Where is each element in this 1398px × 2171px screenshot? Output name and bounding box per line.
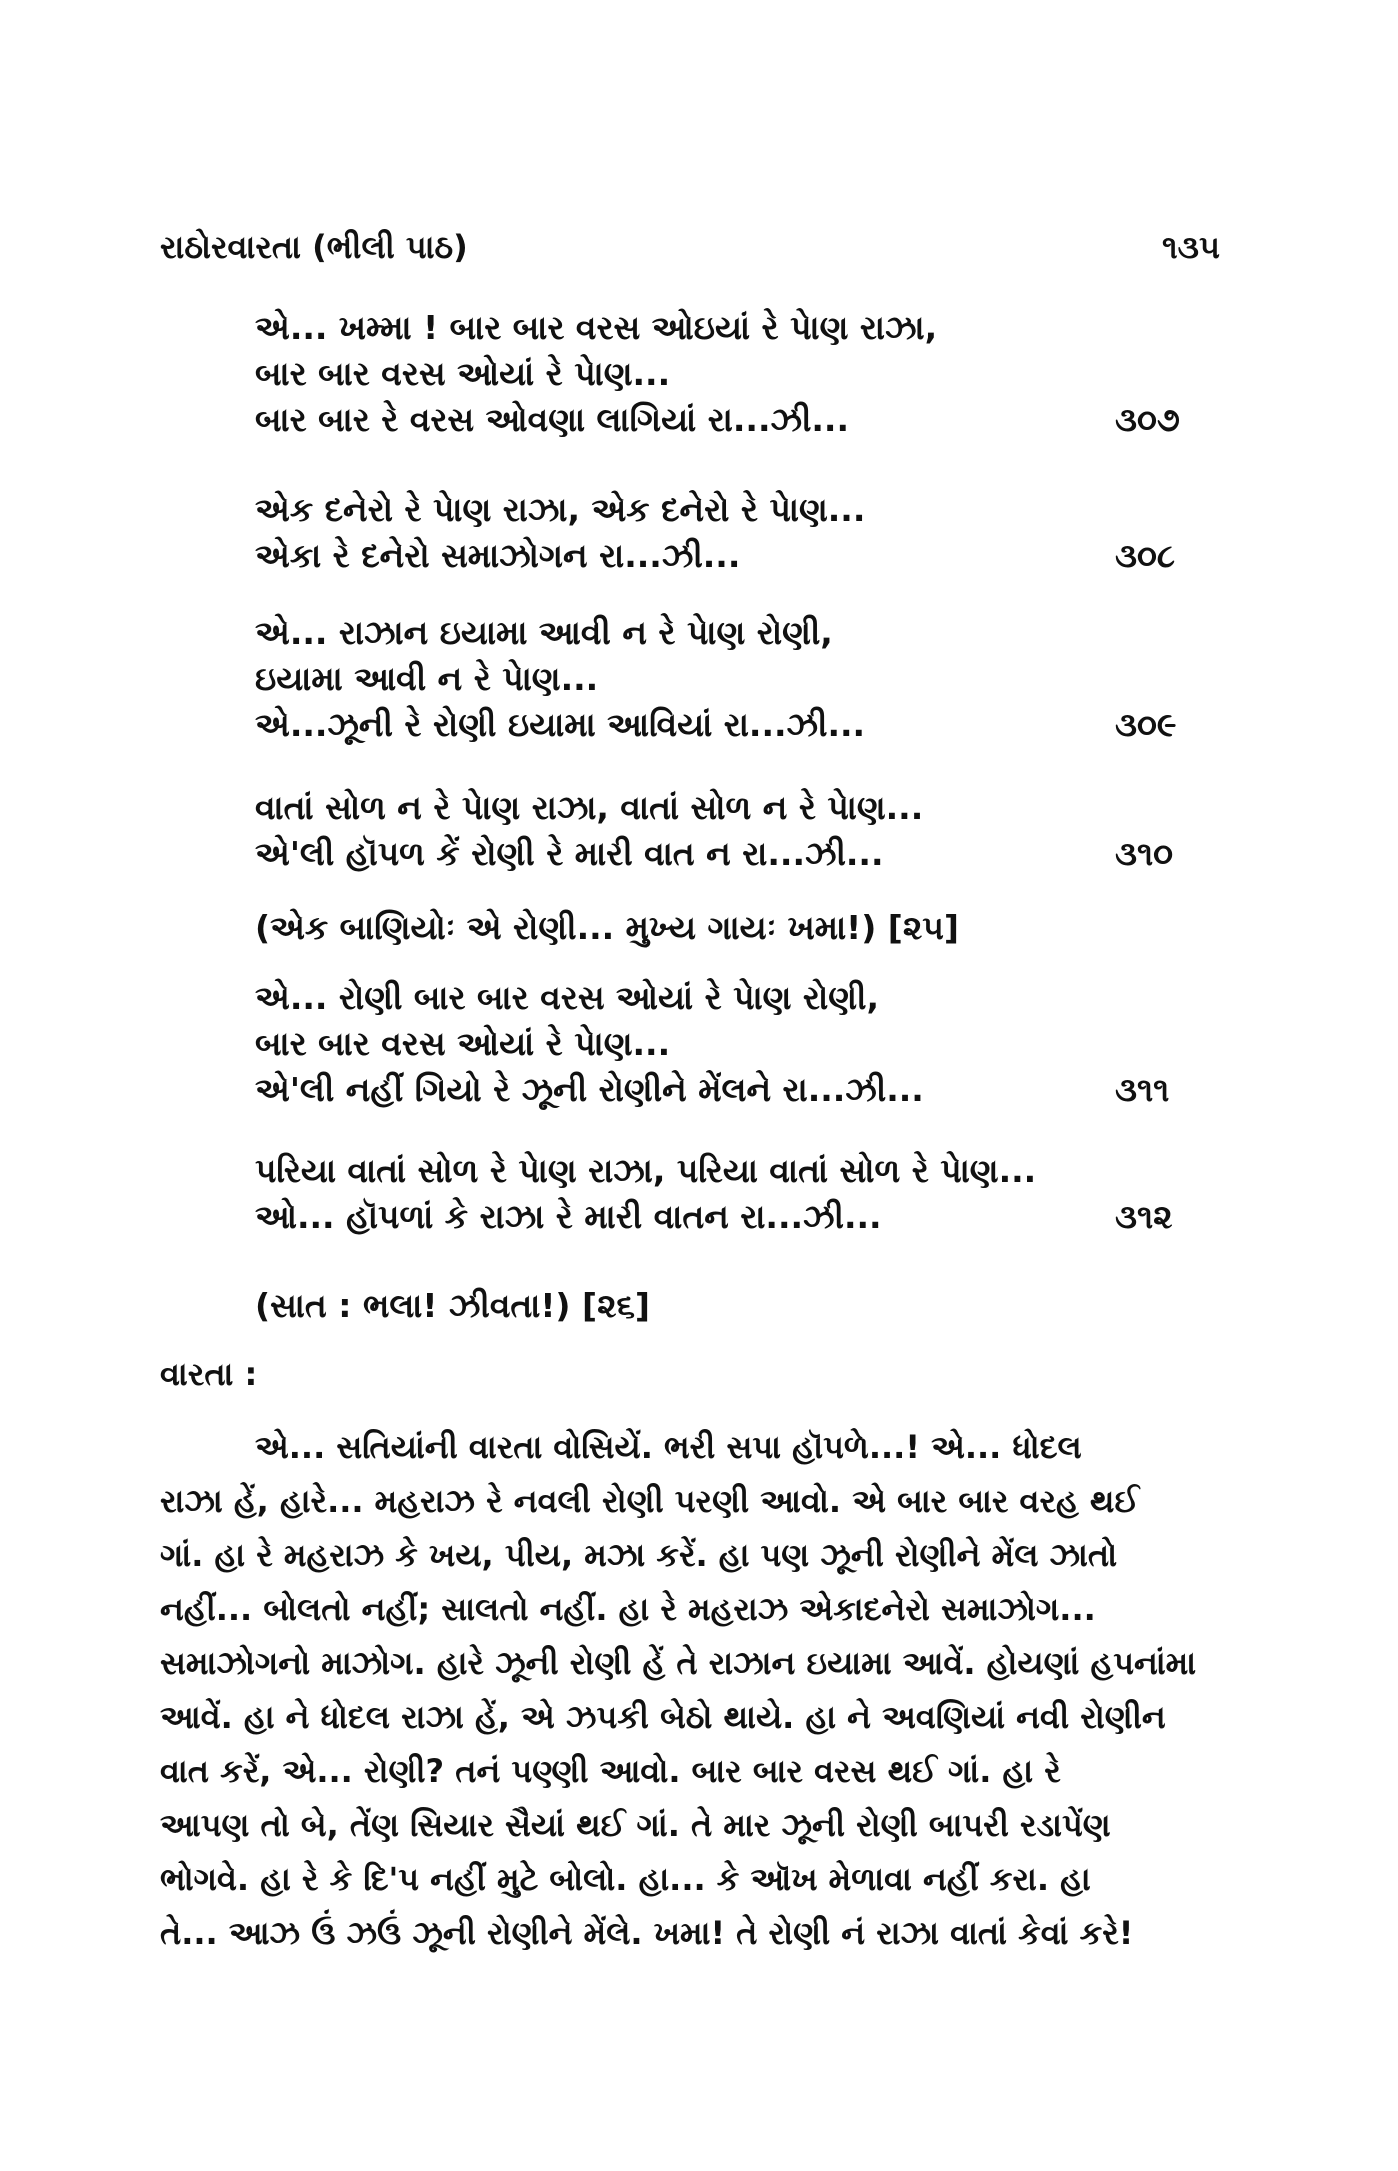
prose-line: તે... આઝ ઉં ઝઉં ઝૂની રોણીને મેંલે. ખમા! તે રોણી નં રાઝા વાતાં કેવાં કરે! xyxy=(160,1914,1134,1952)
verse-line: એકા રે દનેરો સમાઝોગન રા...ઝી... ૩૦૮ xyxy=(255,533,1255,579)
verse-line: (એક બાણિયોઃ એ રોણી... મુખ્ય ગાયઃ ખમા!) [૨૫] xyxy=(255,908,960,947)
verse-number: ૩૧૨ xyxy=(1115,1197,1173,1236)
stanza-311 xyxy=(255,975,1255,1113)
prose-line: ગાં. હા રે મહરાઝ કે ખય, પીય, મઝા કરેં. હા પણ ઝૂની રોણીને મેંલ ઝાતો xyxy=(160,1536,1118,1574)
running-header xyxy=(160,222,1220,272)
prose-line: રાઝા હેં, હારે... મહરાઝ રે નવલી રોણી પરણી આવો. એ બાર બાર વરહ થઈ xyxy=(160,1482,1140,1520)
page-number: ૧૩૫ xyxy=(1161,227,1220,266)
section-heading: વારતા : xyxy=(160,1355,258,1393)
prose-line: વાત કરેં, એ... રોણી? તનં પણ્ણી આવો. બાર બાર વરસ થઈ ગાં. હા રે xyxy=(160,1752,1061,1790)
verse-line: બાર બાર વરસ ઓયાં રે પેાણ... xyxy=(255,1024,671,1063)
verse-line: એ... ખમ્મા ! બાર બાર વરસ ઓઇયાં રે પેાણ રાઝા, xyxy=(255,308,938,347)
verse-line: ઇયામા આવી ન રે પેાણ... xyxy=(255,659,599,698)
stanza-310 xyxy=(255,785,1255,877)
verse-number: ૩૧૦ xyxy=(1115,834,1174,873)
verse-line: વાતાં સોળ ન રે પેાણ રાઝા, વાતાં સોળ ન રે પેાણ... xyxy=(255,788,924,827)
verse-number: ૩૦૯ xyxy=(1115,705,1177,744)
prose-line: એ... સતિયાંની વારતા વોસિયેં. ભરી સપા હૉપળે...! એ... ધોદલ xyxy=(255,1428,1082,1466)
verse-line: એ... રોણી બાર બાર વરસ ઓયાં રે પેાણ રોણી, xyxy=(255,978,879,1017)
verse-line: એ'લી નહીં ગિયો રે ઝૂની રોણીને મેંલને રા...ઝી... ૩૧૧ xyxy=(255,1067,1255,1113)
aside-25 xyxy=(255,905,1255,951)
running-title: રાઠોરવારતા (ભીલી પાઠ) xyxy=(160,227,468,266)
verse-number: ૩૦૭ xyxy=(1115,400,1180,439)
prose-line: આપણ તો બે, તેંણ સિયાર સૈયાં થઈ ગાં. તે માર ઝૂની રોણી બાપરી રડાપેંણ xyxy=(160,1806,1111,1844)
verse-line: બાર બાર રે વરસ ઓવણા લાગિયાં રા...ઝી... ૩૦૭ xyxy=(255,397,1255,443)
verse-line: એ...ઝૂની રે રોણી ઇયામા આવિયાં રા...ઝી... ૩૦૯ xyxy=(255,702,1255,748)
prose-line: ભોગવે. હા રે કે દિ'પ નહીં મુટે બોલો. હા... કે ઑખ મેળાવા નહીં કરા. હા xyxy=(160,1860,1091,1898)
verse-line: ઓ... હૉપળાં કે રાઝા રે મારી વાતન રા...ઝી... ૩૧૨ xyxy=(255,1194,1255,1240)
verse-line: પરિયા વાતાં સોળ રે પેાણ રાઝા, પરિયા વાતાં સોળ રે પેાણ... xyxy=(255,1151,1037,1190)
verse-line: એ... રાઝાન ઇયામા આવી ન રે પેાણ રોણી, xyxy=(255,613,833,652)
verse-number: ૩૧૧ xyxy=(1115,1070,1170,1109)
stanza-309 xyxy=(255,610,1255,748)
stanza-307 xyxy=(255,305,1255,443)
aside-26: (સાત : ભલા! ઝીવતા!) [૨૬] xyxy=(255,1286,651,1325)
verse-line: એક દનેરો રે પેાણ રાઝા, એક દનેરો રે પેાણ... xyxy=(255,490,866,529)
verse-number: ૩૦૮ xyxy=(1115,536,1175,575)
stanza-308 xyxy=(255,487,1255,579)
prose-line: સમાઝોગનો માઝોગ. હારે ઝૂની રોણી હેં તે રાઝાન ઇયામા આવેં. હોયણાં હપનાંમા xyxy=(160,1644,1197,1682)
verse-line: એ'લી હૉપળ કેં રોણી રે મારી વાત ન રા...ઝી... ૩૧૦ xyxy=(255,831,1255,877)
prose-paragraph xyxy=(160,1420,1200,1960)
prose-line: નહીં... બોલતો નહીં; સાલતો નહીં. હા રે મહરાઝ એકાદનેરો સમાઝોગ... xyxy=(160,1590,1096,1628)
verse-line: બાર બાર વરસ ઓયાં રે પેાણ... xyxy=(255,354,671,393)
prose-line: આવેં. હા ને ધોદલ રાઝા હેં, એ ઝપકી બેઠો થાયે. હા ને અવણિયાં નવી રોણીન xyxy=(160,1698,1166,1736)
stanza-312 xyxy=(255,1148,1255,1240)
